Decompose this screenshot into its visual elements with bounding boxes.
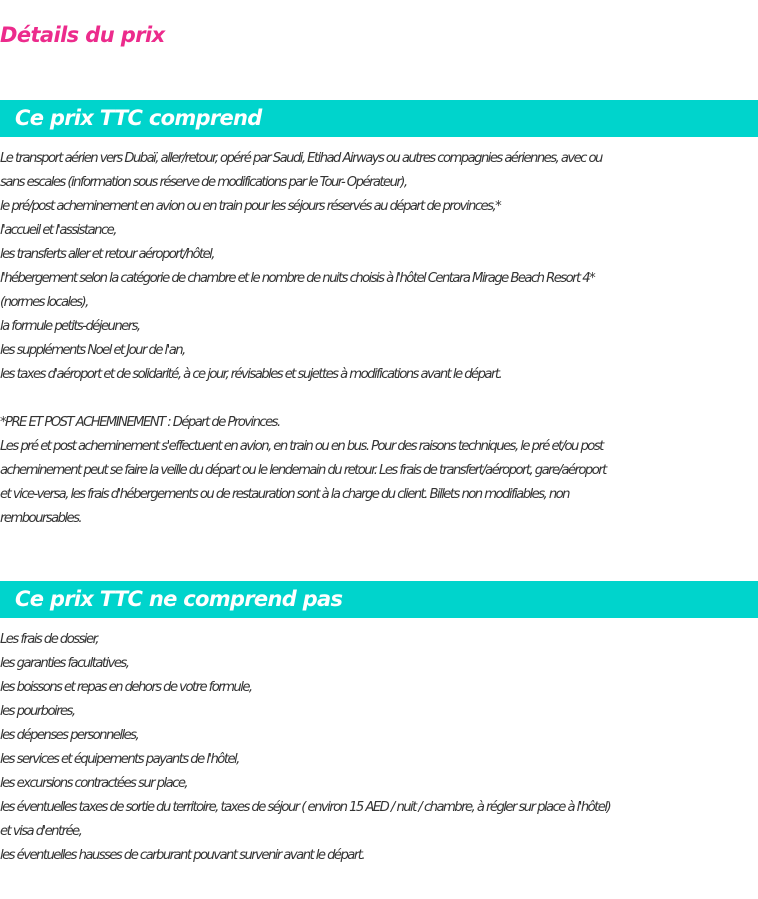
acheminement-note-title: *PRE ET POST ACHEMINEMENT : Départ de Provinces. bbox=[0, 415, 280, 430]
included-item: (normes locales), bbox=[0, 295, 88, 310]
included-item: Le transport aérien vers Dubaï, aller/retour, opéré par Saudi, Etihad Airways ou autres compagnies aériennes, avec ou bbox=[0, 151, 602, 166]
included-item: les taxes d'aéroport et de solidarité, à ce jour, révisables et sujettes à modifications avant le départ. bbox=[0, 367, 502, 382]
excluded-item: et visa d'entrée, bbox=[0, 824, 82, 839]
excluded-item: les services et équipements payants de l'hôtel, bbox=[0, 752, 239, 767]
included-item: sans escales (information sous réserve de modifications par le Tour- Opérateur), bbox=[0, 175, 407, 190]
excluded-item: les boissons et repas en dehors de votre formule, bbox=[0, 680, 252, 695]
acheminement-note-line: Les pré et post acheminement s'effectuent en avion, en train ou en bus. Pour des raisons techniques, le pré et/ou post bbox=[0, 439, 603, 454]
excluded-item: les excursions contractées sur place, bbox=[0, 776, 188, 791]
included-section-heading: Ce prix TTC comprend bbox=[0, 100, 758, 137]
acheminement-note-line: remboursables. bbox=[0, 511, 82, 526]
excluded-item: les garanties facultatives, bbox=[0, 656, 129, 671]
excluded-list bbox=[0, 628, 758, 868]
acheminement-note-line: acheminement peut se faire la veille du départ ou le lendemain du retour. Les frais de transfert/aéroport, gare/aéroport bbox=[0, 463, 606, 478]
excluded-item: les pourboires, bbox=[0, 704, 75, 719]
acheminement-note-line: et vice-versa, les frais d'hébergements ou de restauration sont à la charge du client. Billets non modifiables, non bbox=[0, 487, 569, 502]
included-item: l'hébergement selon la catégorie de chambre et le nombre de nuits choisis à l'hôtel Centara Mirage Beach Resort 4* bbox=[0, 271, 595, 286]
excluded-item: les éventuelles taxes de sortie du territoire, taxes de séjour ( environ 15 AED / nuit / chambre, à régler sur place à l'hôtel) bbox=[0, 800, 611, 815]
included-list bbox=[0, 147, 758, 531]
page-title: Détails du prix bbox=[0, 23, 165, 47]
excluded-section-heading: Ce prix TTC ne comprend pas bbox=[0, 581, 758, 618]
excluded-item: les dépenses personnelles, bbox=[0, 728, 139, 743]
excluded-item: les éventuelles hausses de carburant pouvant survenir avant le départ. bbox=[0, 848, 364, 863]
included-item: les transferts aller et retour aéroport/hôtel, bbox=[0, 247, 214, 262]
excluded-item: Les frais de dossier, bbox=[0, 632, 98, 647]
included-item: la formule petits-déjeuners, bbox=[0, 319, 140, 334]
paragraph-gap bbox=[0, 387, 758, 411]
included-item: le pré/post acheminement en avion ou en train pour les séjours réservés au départ de provinces,* bbox=[0, 199, 501, 214]
included-item: les suppléments Noel et Jour de l'an, bbox=[0, 343, 185, 358]
included-item: l'accueil et l'assistance, bbox=[0, 223, 116, 238]
